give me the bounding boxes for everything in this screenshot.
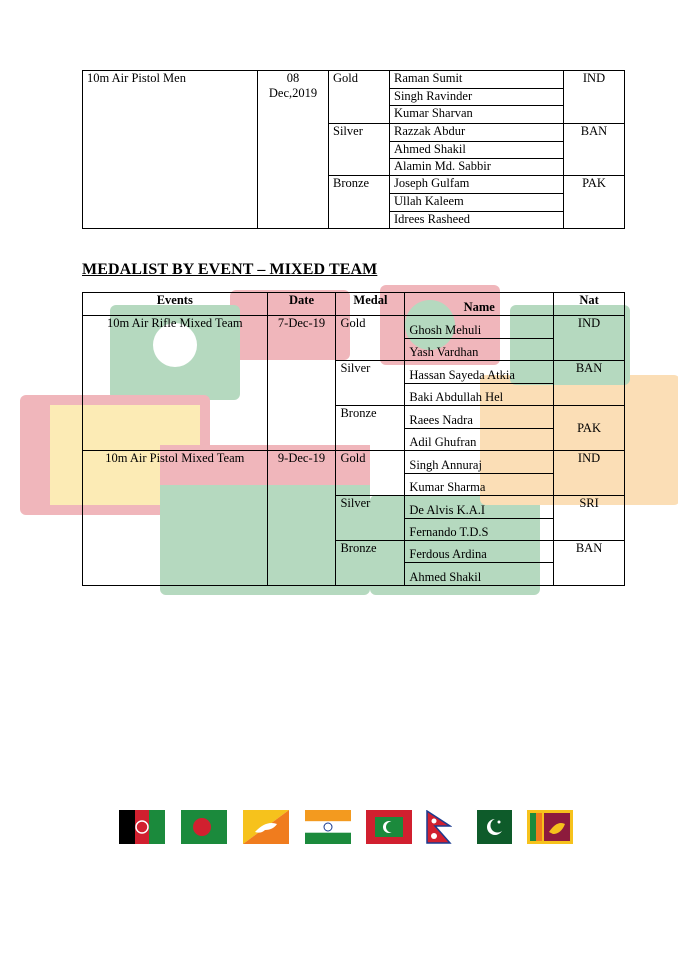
event-cell [83, 451, 268, 586]
date-month-year: Dec,2019 [268, 86, 318, 100]
event-name: 10m Air Rifle Mixed Team [106, 316, 243, 331]
nat-cell [564, 71, 625, 124]
medal-silver [336, 361, 405, 406]
athlete-name: Ferdous Ardina [405, 541, 554, 563]
pakistan-flag [466, 810, 512, 844]
medal-silver [329, 123, 390, 176]
athlete-name: Joseph Gulfam [390, 176, 564, 194]
nat-code: IND [577, 316, 601, 331]
athlete-name: Alamin Md. Sabbir [390, 159, 564, 176]
header-date: Date [267, 293, 336, 316]
header-name: Name [405, 293, 554, 316]
nat-code: PAK [577, 420, 601, 435]
nat-cell [564, 176, 625, 229]
nat-code: IND [577, 451, 601, 466]
nat-cell [554, 451, 625, 496]
athlete-name: Ullah Kaleem [390, 194, 564, 211]
nat-code: IND [582, 71, 606, 85]
air-pistol-men-table [82, 70, 625, 229]
nat-code: SRI [579, 496, 599, 511]
event-cell [83, 316, 268, 451]
event-name: 10m Air Pistol Men [87, 71, 186, 85]
header-medal: Medal [336, 293, 405, 316]
nat-cell [554, 406, 625, 451]
nat-cell [554, 316, 625, 361]
medal-label: Bronze [340, 406, 377, 421]
medal-bronze [336, 406, 405, 451]
date-day: 08 [286, 71, 300, 85]
medal-gold [336, 451, 405, 496]
medal-label: Gold [340, 316, 366, 331]
medal-label: Bronze [333, 176, 370, 191]
medal-bronze [336, 541, 405, 586]
date-cell [267, 316, 336, 451]
athlete-name: Ahmed Shakil [390, 141, 564, 158]
athlete-name: Idrees Rasheed [390, 211, 564, 228]
afghanistan-flag [119, 810, 165, 844]
athlete-name: Singh Annuraj [405, 451, 554, 473]
nat-cell [554, 541, 625, 586]
athlete-name: Singh Ravinder [390, 89, 564, 106]
sri-lanka-flag [527, 810, 573, 844]
maldives-flag [366, 810, 412, 844]
nat-cell [564, 123, 625, 176]
nat-code: BAN [580, 123, 608, 138]
athlete-name: Adil Ghufran [405, 428, 554, 450]
medal-label: Silver [340, 361, 371, 376]
athlete-name: Kumar Sharma [405, 473, 554, 495]
event-name: 10m Air Pistol Mixed Team [105, 451, 245, 466]
date-cell [258, 71, 329, 229]
medal-label: Gold [333, 71, 358, 85]
event-date: 7-Dec-19 [277, 316, 326, 331]
athlete-name: Fernando T.D.S [405, 518, 554, 540]
medal-label: Silver [333, 123, 363, 138]
mixed-team-table [82, 292, 625, 586]
section-title: MEDALIST BY EVENT – MIXED TEAM [82, 261, 378, 278]
athlete-name: Ahmed Shakil [405, 563, 554, 586]
medal-label: Gold [340, 451, 366, 466]
medal-gold [329, 71, 390, 124]
athlete-name: Razzak Abdur [390, 123, 564, 141]
athlete-name: Raman Sumit [390, 71, 564, 89]
athlete-name: Hassan Sayeda Atkia [405, 361, 554, 383]
nat-cell [554, 361, 625, 406]
medal-gold [336, 316, 405, 361]
athlete-name: Raees Nadra [405, 406, 554, 428]
athlete-name: Ghosh Mehuli [405, 316, 554, 338]
bangladesh-flag [181, 810, 227, 844]
event-date: 9-Dec-19 [277, 451, 326, 466]
athlete-name: Baki Abdullah Hel [405, 383, 554, 405]
medal-label: Silver [340, 496, 371, 511]
india-flag [305, 810, 351, 844]
bhutan-flag [243, 810, 289, 844]
medal-silver [336, 496, 405, 541]
medal-bronze [329, 176, 390, 229]
nat-code: PAK [582, 176, 606, 191]
athlete-name: Kumar Sharvan [390, 106, 564, 123]
date-cell [267, 451, 336, 586]
athlete-name: De Alvis K.A.I [405, 496, 554, 518]
nat-code: BAN [575, 541, 603, 555]
nat-cell [554, 496, 625, 541]
event-cell [83, 71, 258, 229]
athlete-name: Yash Vardhan [405, 338, 554, 360]
header-nat: Nat [554, 293, 625, 316]
medal-label: Bronze [340, 541, 377, 555]
nat-code: BAN [575, 361, 603, 376]
header-events: Events [83, 293, 268, 316]
nepal-flag [426, 810, 452, 844]
